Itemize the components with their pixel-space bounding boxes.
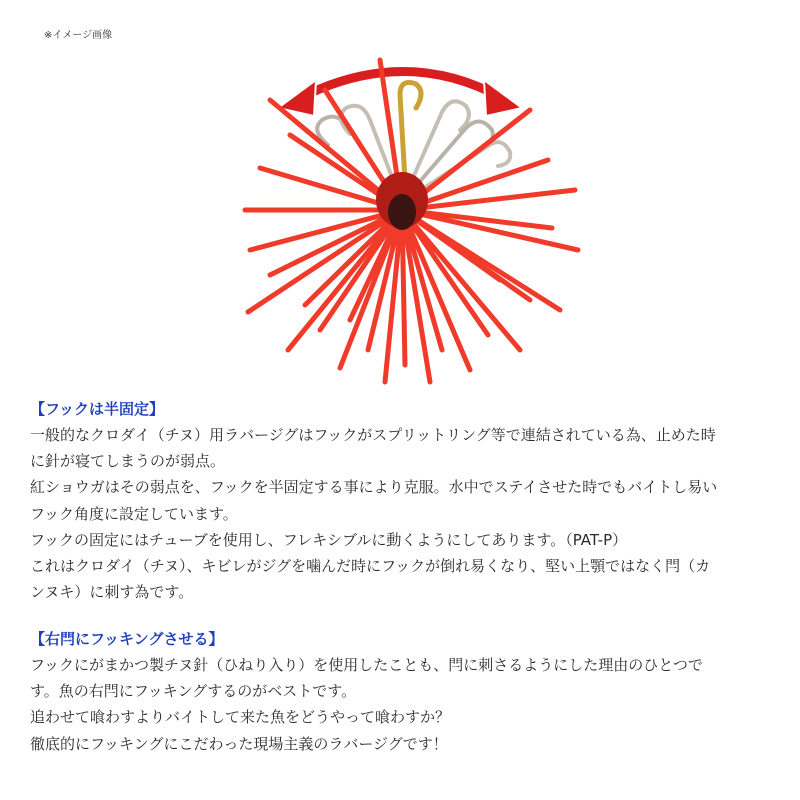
body-line: 一般的なクロダイ（チヌ）用ラバージグはフックがスプリットリング等で連結されている為、止めた時 [30,426,716,444]
body-line: フック角度に設定しています。 [30,504,238,523]
body-line: に針が寝てしまうのが弱点。 [30,452,226,471]
body-line: す。魚の右閂にフッキングするのがベストです。 [30,682,357,701]
body-line: これはクロダイ（チヌ）、キビレがジグを噛んだ時にフックが倒れ易くなり、堅い上顎ではなく閂（カ [30,557,711,576]
image-note: ※イメージ画像 [44,30,113,41]
body-line: 徹底的にフッキングにこだわった現場主義のラバージグです！ [30,734,448,753]
body-line: 紅ショウガはその弱点を、フックを半固定する事により克服。水中でステイさせた時でもバイトし易い [30,478,718,497]
section-semi-fixed-hook [30,396,790,605]
section-heading: 【右閂にフッキングさせる】 [30,630,224,648]
body-line: フックにがまかつ製チヌ針（ひねり入り）を使用したことも、閂に刺さるようにした理由のひとつで [30,656,703,674]
section-heading: 【フックは半固定】 [30,400,164,418]
rubber-jig-lure-illustration [230,50,600,390]
body-line: 追わせて喰わすよりバイトして来た魚をどうやって喰わすか？ [30,708,451,727]
section-right-kannuki-hooking [30,626,790,757]
jig-head-shadow-icon [388,194,416,230]
body-line: フックの固定にはチューブを使用し、フレキシブルに動くようにしてあります。（PAT-P） [30,530,628,549]
body-line: ンヌキ）に刺す為です。 [30,583,194,602]
